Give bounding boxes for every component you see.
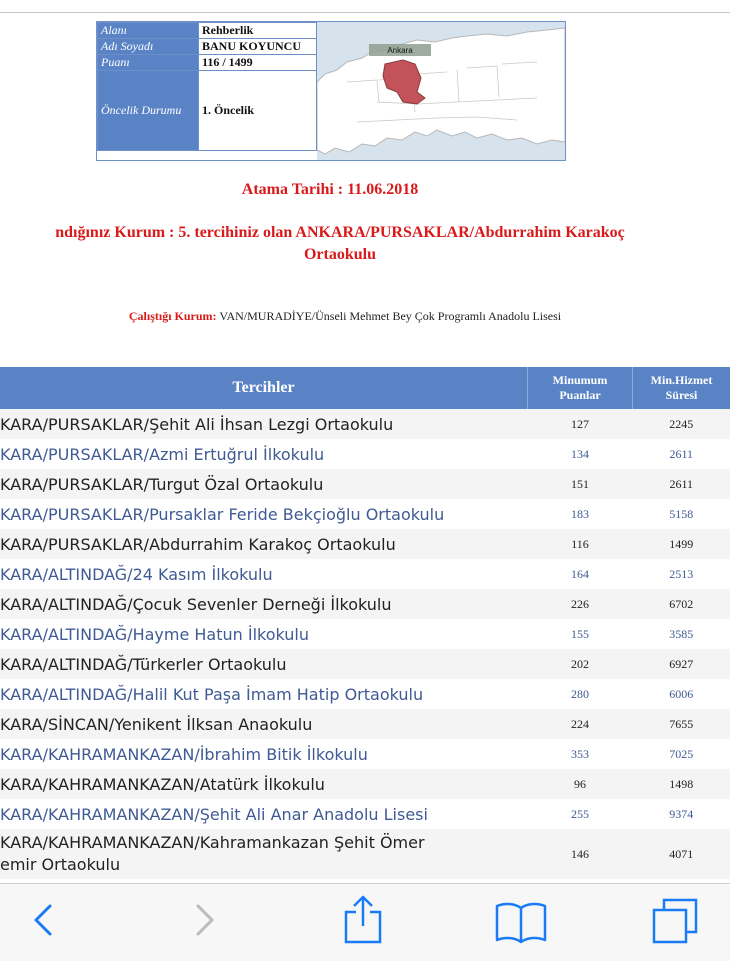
row-name: KARA/ALTINDAĞ/Türkerler Ortaokulu bbox=[0, 649, 528, 679]
table-row bbox=[0, 529, 730, 559]
row-puan: 134 bbox=[528, 439, 633, 469]
row-sure: 2611 bbox=[633, 439, 730, 469]
row-puan: 255 bbox=[528, 799, 633, 829]
row-name: KARA/KAHRAMANKAZAN/Şehit Ali Anar Anadolu Lisesi bbox=[0, 799, 528, 829]
row-name: KARA/PURSAKLAR/Turgut Özal Ortaokulu bbox=[0, 469, 528, 499]
header-min-hizmet bbox=[633, 367, 730, 409]
oncelik-label: Öncelik Durumu bbox=[98, 71, 199, 151]
row-name-line1: KARA/KAHRAMANKAZAN/Kahramankazan Şehit Ömer bbox=[0, 832, 528, 854]
row-sure: 2611 bbox=[633, 469, 730, 499]
current-institution-value: VAN/MURADİYE/Ünseli Mehmet Bey Çok Programlı Anadolu Lisesi bbox=[219, 309, 561, 323]
back-button[interactable] bbox=[26, 898, 60, 946]
row-sure: 9374 bbox=[633, 799, 730, 829]
header-min-puan-text: Minumum Puanlar bbox=[545, 373, 615, 403]
bookmarks-button[interactable] bbox=[494, 900, 548, 950]
row-puan: 226 bbox=[528, 589, 633, 619]
forward-chevron-icon bbox=[188, 898, 222, 942]
assigned-institution bbox=[0, 222, 690, 266]
oncelik-value: 1. Öncelik bbox=[199, 71, 317, 151]
browser-toolbar bbox=[0, 883, 730, 961]
row-name: KARA/ALTINDAĞ/Hayme Hatun İlkokulu bbox=[0, 619, 528, 649]
map-label-ankara: Ankara bbox=[387, 46, 413, 55]
turkey-map-graphic bbox=[317, 22, 565, 160]
adsoyadi-label: Adı Soyadı bbox=[98, 39, 199, 55]
current-institution-label: Çalıştığı Kurum: bbox=[129, 309, 217, 323]
row-puan: 164 bbox=[528, 559, 633, 589]
candidate-info-box bbox=[96, 21, 566, 161]
row-sure: 3585 bbox=[633, 619, 730, 649]
row-name: KARA/KAHRAMANKAZAN/Atatürk İlkokulu bbox=[0, 769, 528, 799]
table-row bbox=[0, 769, 730, 799]
assigned-institution-line1: ndığınız Kurum : 5. tercihiniz olan ANKARA/PURSAKLAR/Abdurrahim Karakoç bbox=[0, 222, 690, 244]
row-sure: 1498 bbox=[633, 769, 730, 799]
table-row bbox=[0, 799, 730, 829]
table-row bbox=[0, 559, 730, 589]
atama-tarihi: Atama Tarihi : 11.06.2018 bbox=[0, 181, 660, 199]
alani-value: Rehberlik bbox=[199, 23, 317, 39]
row-puan: 202 bbox=[528, 649, 633, 679]
row-sure: 2513 bbox=[633, 559, 730, 589]
tabs-icon bbox=[650, 896, 700, 946]
table-row bbox=[0, 619, 730, 649]
row-puan: 116 bbox=[528, 529, 633, 559]
row-sure: 6702 bbox=[633, 589, 730, 619]
table-row bbox=[0, 679, 730, 709]
puani-value: 116 / 1499 bbox=[199, 55, 317, 71]
row-sure: 6927 bbox=[633, 649, 730, 679]
table-row bbox=[0, 649, 730, 679]
table-row bbox=[0, 469, 730, 499]
table-row bbox=[0, 589, 730, 619]
row-name: KARA/ALTINDAĞ/Çocuk Sevenler Derneği İlkokulu bbox=[0, 589, 528, 619]
assigned-institution-line2: Ortaokulu bbox=[0, 244, 690, 266]
row-name: KARA/PURSAKLAR/Şehit Ali İhsan Lezgi Ortaokulu bbox=[0, 409, 528, 439]
row-sure: 7025 bbox=[633, 739, 730, 769]
table-row bbox=[0, 409, 730, 439]
tabs-button[interactable] bbox=[650, 896, 700, 950]
header-tercihler: Tercihler bbox=[0, 367, 528, 409]
candidate-info-table bbox=[97, 22, 317, 151]
row-puan: 146 bbox=[528, 829, 633, 879]
alani-label: Alanı bbox=[98, 23, 199, 39]
row-name: KARA/PURSAKLAR/Abdurrahim Karakoç Ortaokulu bbox=[0, 529, 528, 559]
row-name-line2: emir Ortaokulu bbox=[0, 854, 528, 876]
row-puan: 280 bbox=[528, 679, 633, 709]
row-sure: 5158 bbox=[633, 499, 730, 529]
forward-button[interactable] bbox=[188, 898, 222, 946]
table-row bbox=[0, 739, 730, 769]
row-sure: 7655 bbox=[633, 709, 730, 739]
share-button[interactable] bbox=[340, 894, 386, 950]
turkey-map bbox=[317, 22, 565, 160]
row-sure: 6006 bbox=[633, 679, 730, 709]
current-institution bbox=[0, 309, 690, 324]
row-puan: 151 bbox=[528, 469, 633, 499]
row-name: KARA/ALTINDAĞ/24 Kasım İlkokulu bbox=[0, 559, 528, 589]
row-name bbox=[0, 829, 528, 879]
row-name: KARA/PURSAKLAR/Azmi Ertuğrul İlkokulu bbox=[0, 439, 528, 469]
row-sure: 4071 bbox=[633, 829, 730, 879]
header-min-puan bbox=[528, 367, 633, 409]
top-divider bbox=[0, 12, 730, 13]
row-puan: 353 bbox=[528, 739, 633, 769]
preferences-table bbox=[0, 367, 730, 879]
header-min-hizmet-text: Min.Hizmet Süresi bbox=[642, 373, 722, 403]
back-chevron-icon bbox=[26, 898, 60, 942]
row-puan: 127 bbox=[528, 409, 633, 439]
row-name: KARA/KAHRAMANKAZAN/İbrahim Bitik İlkokulu bbox=[0, 739, 528, 769]
table-row bbox=[0, 439, 730, 469]
row-name: KARA/ALTINDAĞ/Halil Kut Paşa İmam Hatip Ortaokulu bbox=[0, 679, 528, 709]
row-puan: 155 bbox=[528, 619, 633, 649]
row-name: KARA/PURSAKLAR/Pursaklar Feride Bekçioğlu Ortaokulu bbox=[0, 499, 528, 529]
row-puan: 224 bbox=[528, 709, 633, 739]
puani-label: Puanı bbox=[98, 55, 199, 71]
table-row bbox=[0, 709, 730, 739]
table-row bbox=[0, 829, 730, 879]
row-puan: 96 bbox=[528, 769, 633, 799]
row-sure: 1499 bbox=[633, 529, 730, 559]
row-name: KARA/SİNCAN/Yenikent İlksan Anaokulu bbox=[0, 709, 528, 739]
row-sure: 2245 bbox=[633, 409, 730, 439]
adsoyadi-value: BANU KOYUNCU bbox=[199, 39, 317, 55]
share-icon bbox=[340, 894, 386, 946]
row-puan: 183 bbox=[528, 499, 633, 529]
table-row bbox=[0, 499, 730, 529]
bookmarks-book-icon bbox=[494, 900, 548, 946]
